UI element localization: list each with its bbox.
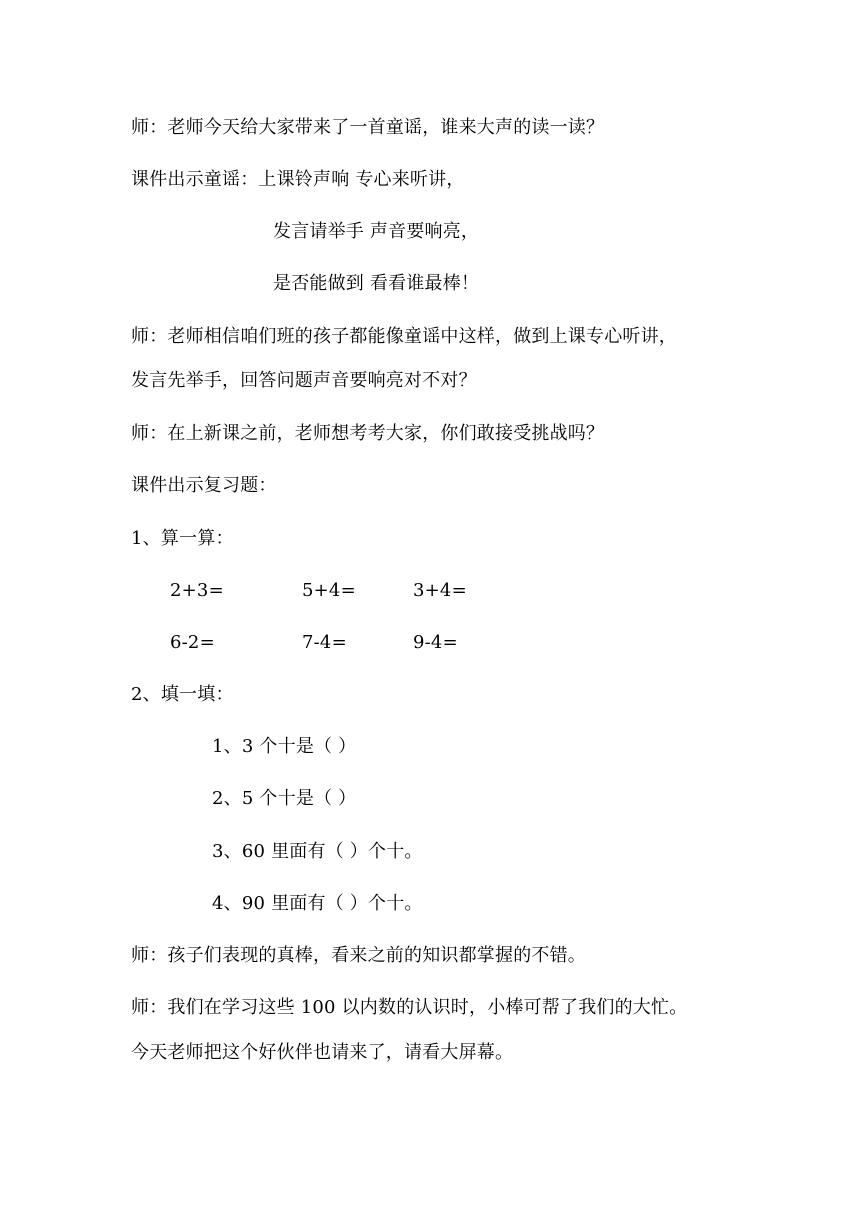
paragraph-teacher-challenge: 师：在上新课之前，老师想考考大家，你们敢接受挑战吗？	[131, 423, 605, 444]
paragraph-rhyme-line-1: 课件出示童谣：上课铃声响 专心来听讲，	[131, 169, 465, 190]
fill-item: 4、90 里面有（ ）个十。	[212, 893, 423, 914]
paragraph-teacher-sticks-2: 今天老师把这个好伙伴也请来了，请看大屏幕。	[131, 1042, 514, 1063]
paragraph-teacher-intro: 师：老师今天给大家带来了一首童谣，谁来大声的读一读？	[131, 117, 605, 138]
paragraph-teacher-believe-2: 发言先举手，回答问题声音要响亮对不对？	[131, 370, 477, 391]
paragraph-rhyme-line-3: 是否能做到 看看谁最棒！	[273, 273, 480, 294]
calc-item: 9-4=	[413, 632, 458, 653]
fill-item: 1、3 个十是（ ）	[212, 736, 357, 757]
calc-item: 3+4=	[413, 580, 467, 601]
paragraph-teacher-sticks-1: 师：我们在学习这些 100 以内数的认识时，小棒可帮了我们的大忙。	[131, 997, 688, 1018]
paragraph-review-heading: 课件出示复习题：	[131, 475, 277, 496]
fill-item: 3、60 里面有（ ）个十。	[212, 841, 423, 862]
calc-item: 5+4=	[302, 580, 356, 601]
calc-item: 2+3=	[170, 580, 224, 601]
section-calc-heading: 1、算一算：	[131, 528, 234, 549]
paragraph-teacher-believe-1: 师：老师相信咱们班的孩子都能像童谣中这样，做到上课专心听讲，	[131, 326, 677, 347]
calc-item: 6-2=	[170, 632, 215, 653]
paragraph-rhyme-line-2: 发言请举手 声音要响亮，	[273, 221, 480, 242]
calc-item: 7-4=	[302, 632, 347, 653]
fill-item: 2、5 个十是（ ）	[212, 788, 357, 809]
section-fill-heading: 2、填一填：	[131, 684, 234, 705]
paragraph-teacher-praise: 师：孩子们表现的真棒，看来之前的知识都掌握的不错。	[131, 945, 586, 966]
